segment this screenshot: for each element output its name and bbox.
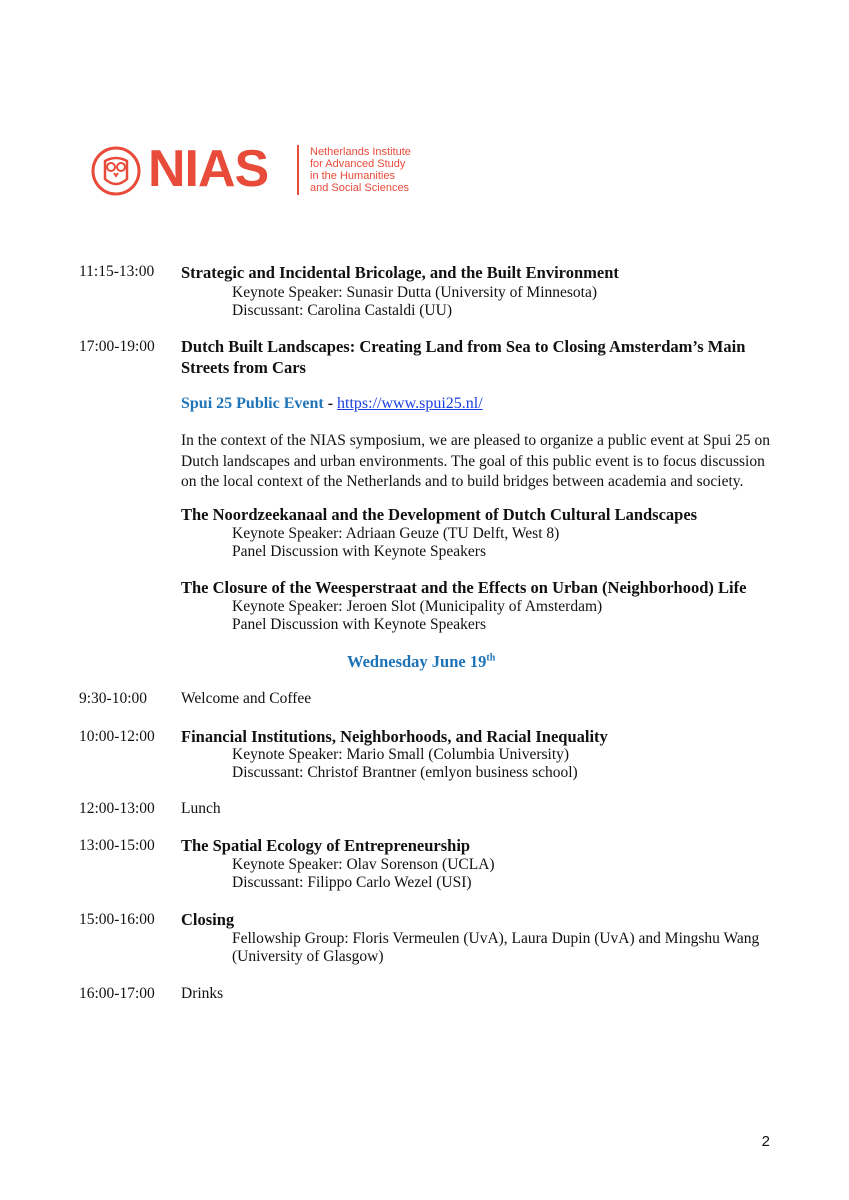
session-discussant: Discussant: Carolina Castaldi (UU) [232,302,452,319]
spui-description: In the context of the NIAS symposium, we are pleased to organize a public event at Spui 25 on Dutch landscapes and urban environments. The goal of this public event is to focus discussion on the local context of the Netherlands and to build bridges between academia and society. [181,432,770,490]
session-group: Fellowship Group: Floris Vermeulen (UvA), Laura Dupin (UvA) and Mingshu Wang [232,930,760,947]
spui-session-speaker: Keynote Speaker: Adriaan Geuze (TU Delft, West 8) [232,525,560,542]
session-speaker: Keynote Speaker: Sunasir Dutta (University of Minnesota) [232,284,598,301]
day-label: Wednesday June 19 [347,652,487,671]
nias-owl-logo-icon [90,145,142,197]
logo-subtitle [310,146,411,194]
logo-wordmark: NIAS [148,140,269,198]
session-discussant: Discussant: Filippo Carlo Wezel (USI) [232,874,472,891]
session-speaker: Keynote Speaker: Mario Small (Columbia University) [232,746,570,763]
day-heading [347,652,495,672]
spui-session-speaker: Keynote Speaker: Jeroen Slot (Municipality of Amsterdam) [232,598,603,615]
logo-line: in the Humanities [310,170,395,182]
session-time: 16:00-17:00 [79,985,155,1002]
spui-label: Spui 25 Public Event [181,395,324,412]
spui-session-panel: Panel Discussion with Keynote Speakers [232,543,486,560]
session-text: Lunch [181,800,221,817]
day-suffix: th [486,652,496,664]
logo-line: for Advanced Study [310,158,406,170]
session-title: The Spatial Ecology of Entrepreneurship [181,836,471,855]
logo-divider [297,145,299,195]
session-discussant: Discussant: Christof Brantner (emlyon business school) [232,764,578,781]
session-text: Welcome and Coffee [181,690,312,707]
session-time: 12:00-13:00 [79,800,155,817]
session-title-line: Dutch Built Landscapes: Creating Land from Sea to Closing Amsterdam’s Main [181,337,746,356]
spui-link[interactable]: https://www.spui25.nl/ [337,395,483,412]
session-text: Drinks [181,985,224,1002]
session-time: 13:00-15:00 [79,837,155,854]
session-time: 15:00-16:00 [79,911,155,928]
session-time: 9:30-10:00 [79,690,148,707]
spui-session-title: The Closure of the Weesperstraat and the Effects on Urban (Neighborhood) Life [181,578,747,597]
session-title-line: Streets from Cars [181,358,306,377]
spui-session-title: The Noordzeekanaal and the Development of Dutch Cultural Landscapes [181,505,698,524]
page-number: 2 [761,1133,770,1150]
session-time: 10:00-12:00 [79,728,155,745]
spui-dash: - [323,395,338,412]
session-title: Financial Institutions, Neighborhoods, and Racial Inequality [181,727,608,746]
session-time: 11:15-13:00 [79,263,155,280]
session-speaker: Keynote Speaker: Olav Sorenson (UCLA) [232,856,495,873]
spui-heading [181,395,483,413]
logo-line: and Social Sciences [310,182,410,194]
spui-session-panel: Panel Discussion with Keynote Speakers [232,616,486,633]
session-group-cont: (University of Glasgow) [232,948,384,965]
session-title: Strategic and Incidental Bricolage, and the Built Environment [181,263,619,282]
session-title: Closing [181,910,235,929]
logo-line: Netherlands Institute [310,146,411,158]
session-time: 17:00-19:00 [79,338,155,355]
